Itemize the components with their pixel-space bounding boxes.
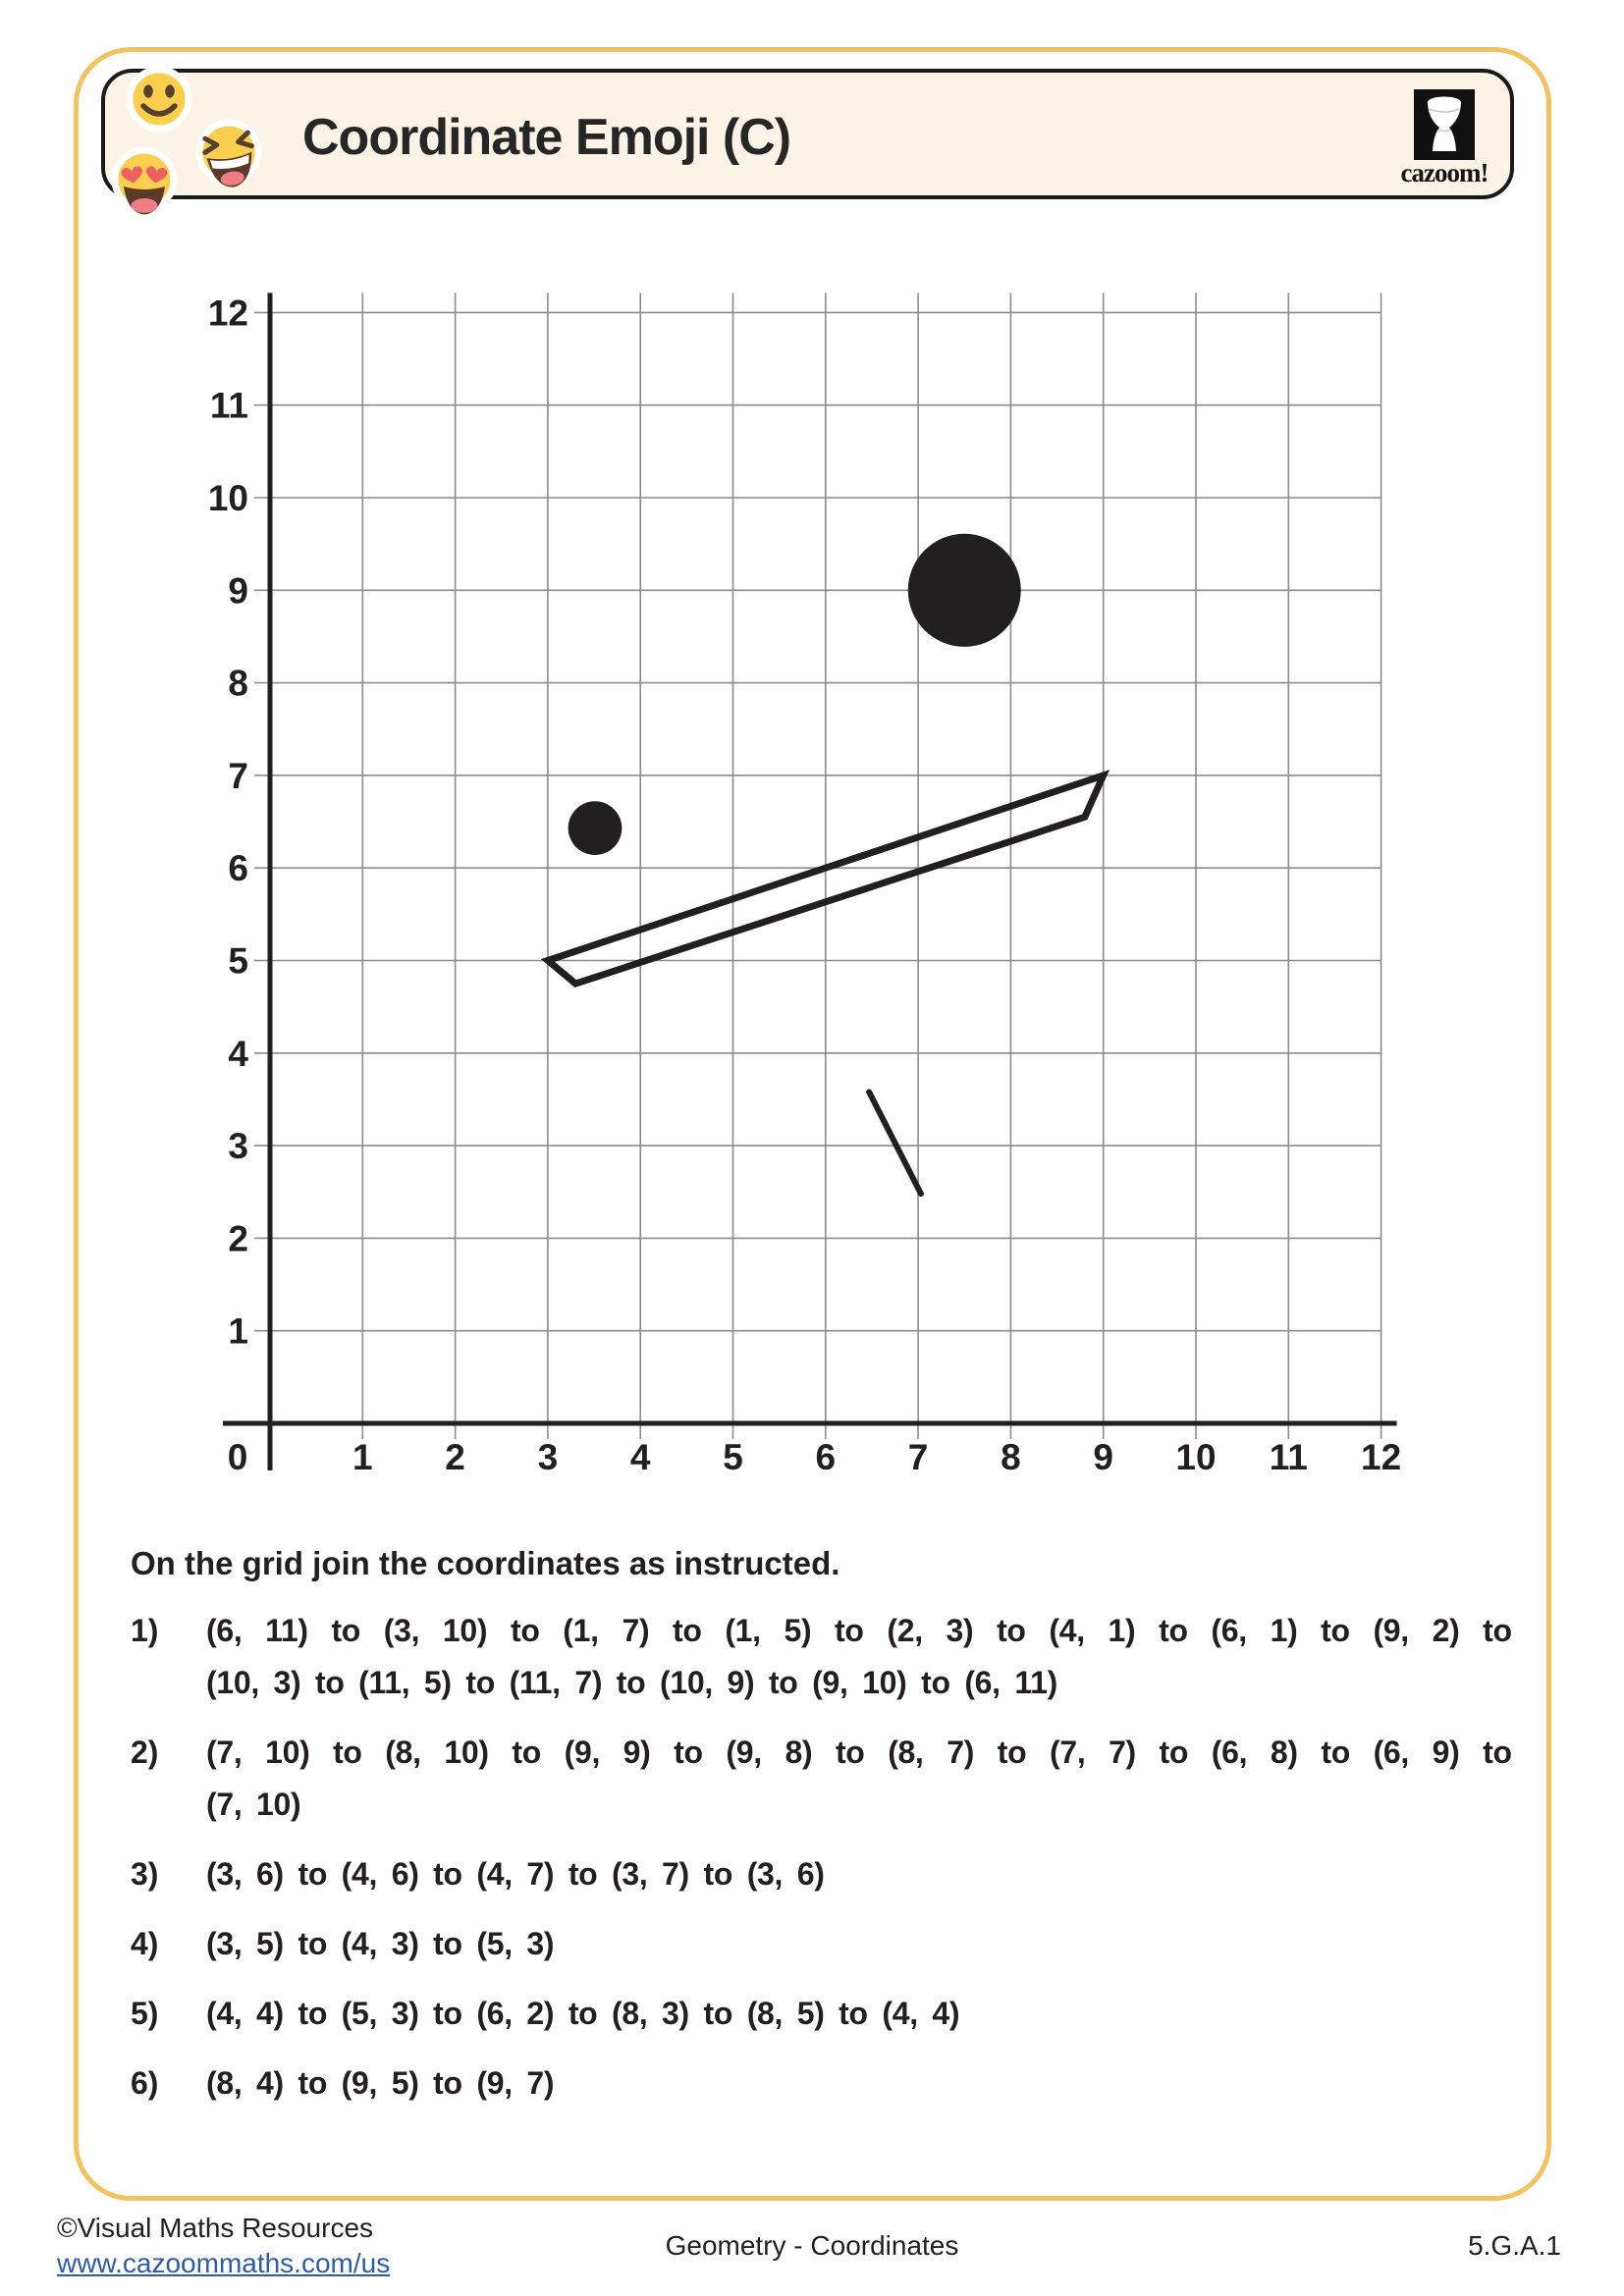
x-axis-label: 3 (537, 1437, 559, 1477)
drawn-line-segment (869, 1092, 921, 1194)
y-axis-label: 1 (228, 1310, 248, 1352)
y-axis-label: 12 (207, 293, 248, 334)
x-axis-label: 2 (445, 1437, 465, 1477)
y-axis-label: 6 (228, 848, 248, 889)
footer-standard-code: 5.G.A.1 (1468, 2230, 1561, 2261)
question-coordinates (206, 1988, 1512, 2040)
question-coordinates (206, 1727, 1512, 1831)
x-axis-label: 11 (1269, 1437, 1308, 1477)
drawn-filled-circle (568, 801, 623, 855)
question-coordinates (206, 2057, 1512, 2109)
question-line: (8, 4) to (9, 5) to (9, 7) (206, 2065, 555, 2101)
y-axis-label: 5 (228, 940, 248, 982)
x-axis-label: 1 (352, 1437, 373, 1477)
y-axis-label: 7 (228, 755, 248, 796)
y-axis-label: 9 (228, 570, 248, 612)
y-axis-label: 10 (207, 478, 248, 518)
drawn-filled-circle (908, 534, 1021, 647)
question-item (131, 1605, 1512, 1709)
question-line: (7, 10) to (8, 10) to (9, 9) to (9, 8) to (8, 7) to (7, 7) to (6, 8) to (6, 9) to (206, 1735, 1512, 1770)
question-line: (10, 3) to (11, 5) to (11, 7) to (10, 9) to (9, 10) to (6, 11) (206, 1665, 1057, 1700)
question-coordinates (206, 1605, 1512, 1709)
question-coordinates (206, 1848, 1512, 1900)
question-line: (7, 10) (206, 1787, 301, 1822)
y-axis-label: 4 (228, 1033, 248, 1074)
question-number: 5) (131, 1996, 159, 2031)
question-number: 2) (131, 1735, 159, 1770)
y-axis-label: 3 (228, 1126, 248, 1167)
y-axis-label: 11 (209, 385, 248, 426)
instruction-text: On the grid join the coordinates as instructed. (131, 1545, 840, 1581)
x-axis-label: 4 (629, 1437, 651, 1477)
footer-topic: Geometry - Coordinates (665, 2230, 959, 2261)
x-axis-label: 6 (815, 1437, 837, 1477)
worksheet-body (131, 1537, 1512, 2127)
question-item (131, 1988, 1512, 2040)
x-axis-label: 7 (907, 1437, 929, 1477)
question-number: 3) (131, 1856, 159, 1892)
question-coordinates (206, 1918, 1512, 1970)
questions-list (131, 1605, 1512, 2109)
question-line: (6, 11) to (3, 10) to (1, 7) to (1, 5) to (2, 3) to (4, 1) to (6, 1) to (9, 2) to (206, 1613, 1512, 1648)
y-axis-label: 8 (228, 663, 248, 704)
x-axis-label: 10 (1175, 1437, 1217, 1477)
question-item (131, 2057, 1512, 2109)
question-item (131, 1727, 1512, 1831)
question-line: (4, 4) to (5, 3) to (6, 2) to (8, 3) to (8, 5) to (4, 4) (206, 1996, 960, 2031)
question-item (131, 1918, 1512, 1970)
copyright-text: ©Visual Maths Resources (57, 2213, 374, 2243)
page-title: Coordinate Emoji (C) (302, 109, 791, 166)
x-axis-label: 8 (1001, 1437, 1021, 1477)
x-axis-label: 9 (1093, 1437, 1113, 1477)
x-axis-label: 12 (1361, 1437, 1402, 1477)
question-number: 4) (131, 1926, 159, 1961)
question-number: 1) (131, 1613, 159, 1648)
question-number: 6) (131, 2065, 159, 2101)
question-line: (3, 6) to (4, 6) to (4, 7) to (3, 7) to (3, 6) (206, 1856, 825, 1892)
question-line: (3, 5) to (4, 3) to (5, 3) (206, 1926, 555, 1961)
x-axis-label: 0 (227, 1437, 248, 1477)
y-axis-label: 2 (228, 1218, 248, 1259)
footer-link[interactable]: www.cazoommaths.com/us (57, 2248, 391, 2278)
x-axis-label: 5 (723, 1437, 743, 1477)
question-item (131, 1848, 1512, 1900)
logo-text: cazoom! (1400, 158, 1489, 187)
